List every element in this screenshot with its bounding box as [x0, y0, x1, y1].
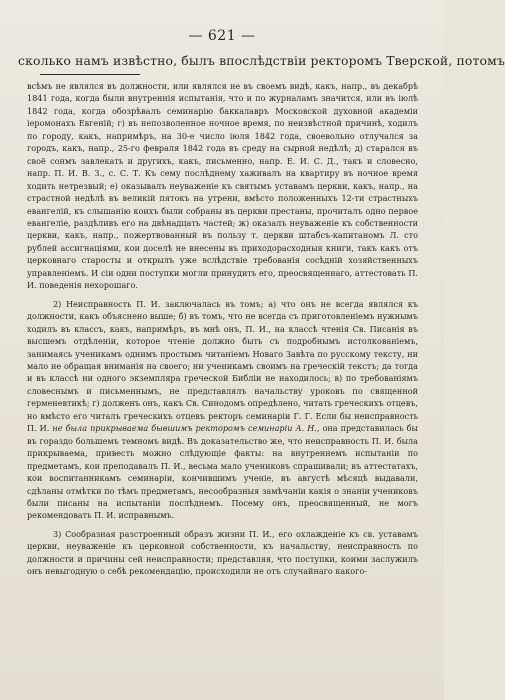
- continuation-line: сколько намъ извѣстно, былъ впослѣдствіи ректоромъ Тверской, потомъ: [18, 53, 505, 68]
- paragraph-3: 3) Сообразная разстроенный образъ жизни П. И., его охлажденіе къ св. уставамъ церкви, неуваженіе къ церковной собственности, къ начальству, неисправность по должности и причины сей неисправности; представляя, что поступки, коими заслужилъ онъ невыгодную о себѣ рекомендацію, происходили не отъ случайнаго какого-: [27, 528, 418, 577]
- footnote-rule: [40, 74, 140, 75]
- paragraph-1: всѣмъ не являлся въ должности, или являлся не въ своемъ видѣ, какъ, напр., въ декабрѣ 1841 года, когда были внутреннія испытанія, что и по журналамъ значится, или въ іюлѣ 1842 года, когда обозрѣвалъ семинарію баккалавръ Московской духовной академіи іеромонахъ Евгеній; г) въ непозволенное ночное время, по неизвѣстной причинѣ, ходилъ по городу, какъ, напримѣръ, на 30-е число іюля 1842 года, своевольно отлучался за городъ, какъ, напр., 25-го февраля 1842 года въ среду на сырной недѣлѣ; д) старался въ своё сонмъ завлекать и другихъ, какъ, письменно, напр. Е. И. С. Д., такъ и словесно, напр. П. И. В. З., с. С. Т. Къ сему послѣднему хаживалъ на квартиру въ ночное время ходить нетрезвый; е) оказывалъ неуваженіе къ святымъ уставамъ церкви, какъ, напр., на страстной недѣлѣ въ великій пятокъ на утрени, вмѣсто положенныхъ 12-ти страстныхъ евангелій, къ слышанію коихъ были собраны въ церкви престаны, прочиталъ одно первое евангеліе, раздѣливъ его на двѣнадцать частей; ж) оказалъ неуваженіе къ собственности церкви, какъ, напр., пожертвованный въ пользу т. церкви штабсъ-капитаномъ Л. сто рублей ассигнаціями, кои доселѣ не внесены въ приходорасходныя книги, такъ какъ отъ церковнаго старосты и открылъ уже вслѣдствіе требованія сосѣдній хозяйственныхъ управленіемъ. И сіи одни поступки могли принудить его, преосвященнаго, аттестовать П. И. поведенія нехорошаго.: [27, 81, 418, 291]
- page-number: — 621 —: [188, 28, 256, 44]
- paragraph-2: 2) Неисправность П. И. заключалась въ томъ; а) что онъ не всегда являлся къ должности, какъ объяснено выше; б) въ томъ, что не всегда съ приготовленіемъ нужнымъ ходилъ въ классъ, какъ, напримѣръ, въ мнѣ онъ, П. И., на классѣ чтенія Св. Писанія въ высшемъ отдѣленіи, которое чтеніе должно быть съ подробнымъ истолкованіемъ, занимаясь ученикамъ однимъ простымъ читаніемъ Новаго Завѣта по русскому тексту, ни мало не обращая вниманія на своего; ни ученикамъ своимъ на греческій текстъ; да тогда и въ классѣ ни одного экземпляра греческой Библіи не находилось; в) по требованіямъ словеснымъ и письменнымъ, не представлялъ начальству уроковъ по священной герменевтикѣ; г) долженъ онъ, какъ Св. Синодомъ опредѣлено, читать греческихъ отцевъ, но вмѣсто его читалъ греческихъ отцевъ ректоръ семинаріи Г. Г. Если бы неисправность П. И. не была прикрываема бывшимъ ректоромъ семинаріи А. Н., она представилась бы въ гораздо большемъ темномъ видѣ. Въ доказательство же, что неисправность П. И. была прикрываема, привесть можно слѣдующіе факты: на внутреннемъ испытаніи по предметамъ, кои преподавалъ П. И., весьма мало учениковъ спрашивали; въ аттестатахъ, кои воспитанникамъ семинаріи, кончившимъ ученіе, въ августѣ мѣсяцѣ выдавали, сдѣланы отмѣтки по тѣмъ предметамъ, несообразныя замѣчаніи какія о знаніи учениковъ были писаны на испытаніи послѣднемъ. Посему онъ, преосвященный, не могъ рекомендовать П. И. исправнымъ.: [27, 298, 418, 521]
- footnote-text: [27, 80, 418, 578]
